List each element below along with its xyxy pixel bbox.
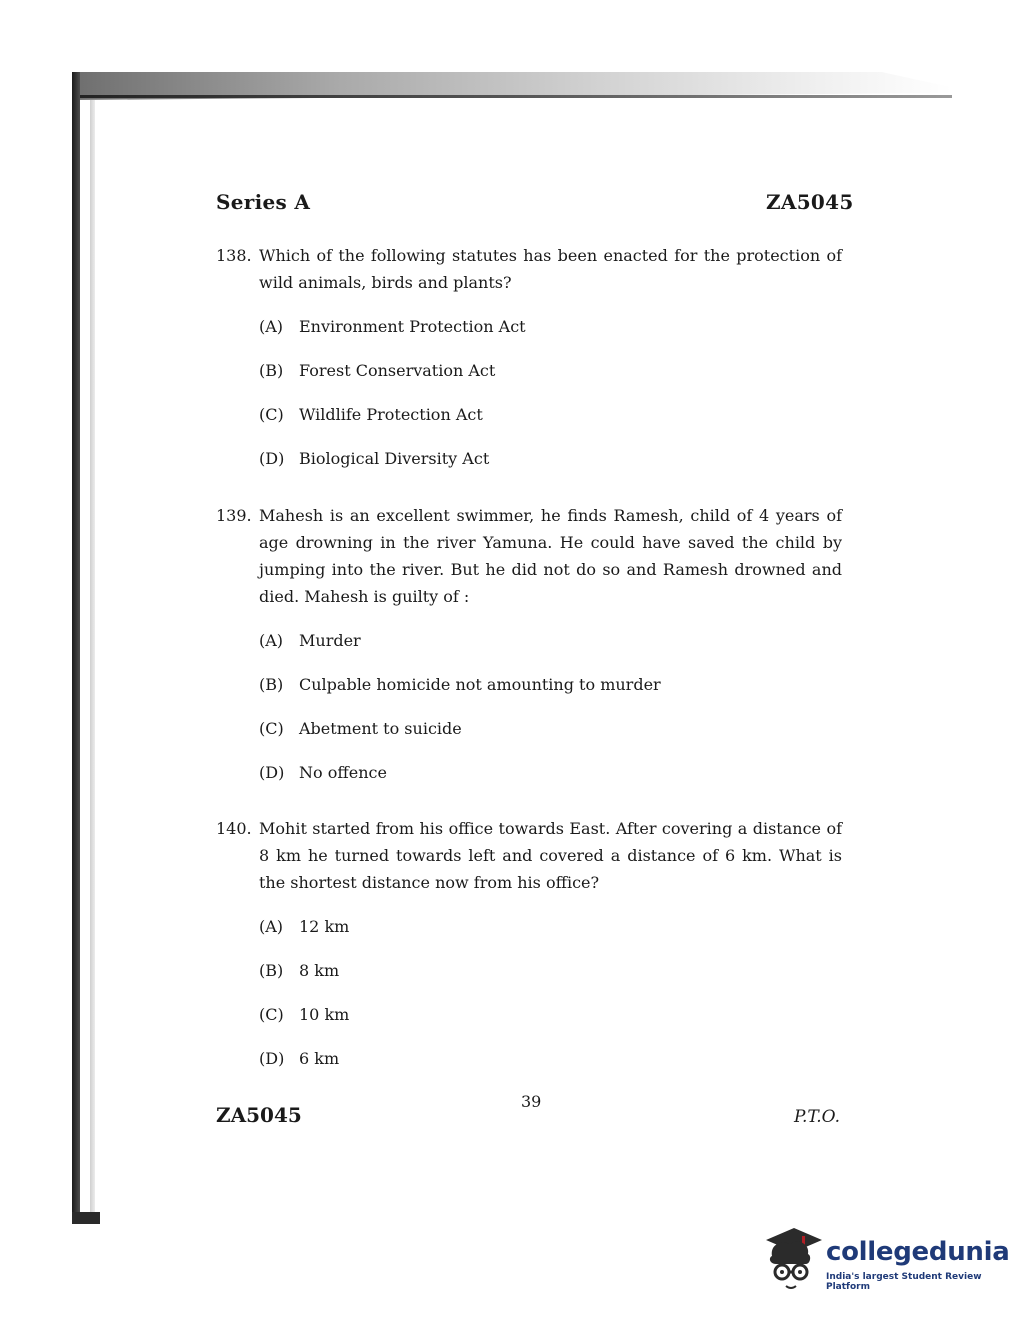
question-138: [216, 242, 842, 489]
footer-paper-code: ZA5045: [216, 1103, 302, 1127]
question-text: Mahesh is an excellent swimmer, he finds Ramesh, child of 4 years of age drowning in the river Yamuna. He could have saved the child by jumping into the river. But he did not do so and Ramesh drowned and died. Mahesh is guilty of :: [259, 506, 842, 606]
option-a: (A) Environment Protection Act: [259, 317, 526, 336]
page-number: 39: [521, 1092, 542, 1111]
question-number: 138.: [216, 246, 252, 265]
option-list: [259, 313, 842, 489]
question-number: 140.: [216, 819, 252, 838]
question-number: 139.: [216, 506, 252, 525]
question-139: [216, 502, 842, 803]
question-text: Which of the following statutes has been enacted for the protection of wild animals, birds and plants?: [259, 246, 842, 292]
scan-corner: [72, 1212, 100, 1224]
option-b: (B) 8 km: [259, 961, 340, 980]
option-list: [259, 913, 842, 1089]
paper-code: ZA5045: [766, 190, 854, 214]
question-140: [216, 815, 842, 1089]
option-list: [259, 627, 842, 803]
option-a: (A) 12 km: [259, 917, 350, 936]
option-c: (C) Abetment to suicide: [259, 719, 462, 738]
brand-tagline: India's largest Student Review Platform: [826, 1272, 982, 1292]
option-d: (D) 6 km: [259, 1049, 340, 1068]
pto-label: P.T.O.: [794, 1107, 840, 1127]
scan-shadow-left-inner: [90, 100, 95, 1224]
option-a: (A) Murder: [259, 631, 361, 650]
collegedunia-logo-icon: [764, 1226, 824, 1292]
option-d: (D) Biological Diversity Act: [259, 449, 490, 468]
option-b: (B) Culpable homicide not amounting to murder: [259, 675, 661, 694]
option-b: (B) Forest Conservation Act: [259, 361, 496, 380]
option-c: (C) 10 km: [259, 1005, 350, 1024]
series-label: Series A: [216, 190, 311, 214]
scan-shadow-left: [72, 72, 80, 1224]
scan-edge-line: [72, 95, 952, 98]
question-text: Mohit started from his office towards East. After covering a distance of 8 km he turned towards left and covered a distance of 6 km. What is the shortest distance now from his office?: [259, 819, 842, 892]
option-d: (D) No offence: [259, 763, 387, 782]
brand-name: collegedunia: [826, 1237, 1010, 1267]
option-c: (C) Wildlife Protection Act: [259, 405, 483, 424]
